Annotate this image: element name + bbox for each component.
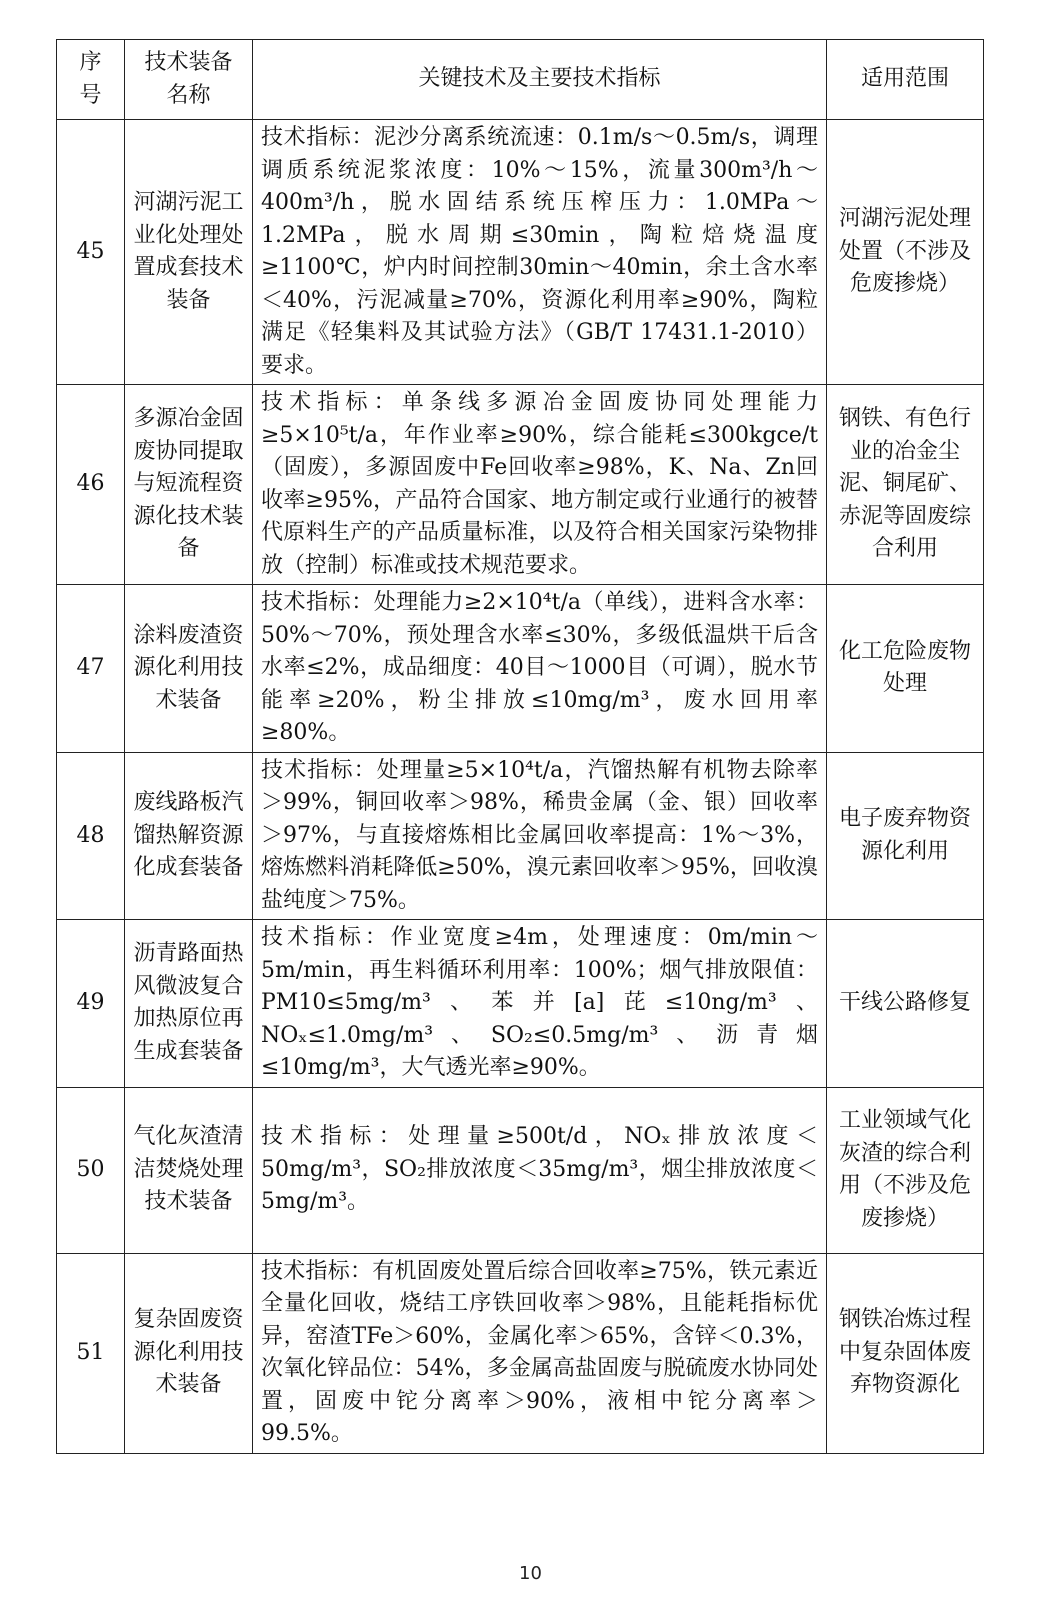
header-key-indicators: 关键技术及主要技术指标 xyxy=(253,40,827,120)
technology-equipment-table xyxy=(56,39,984,1454)
application-scope: 工业领域气化灰渣的综合利用（不涉及危废掺烧） xyxy=(827,1087,984,1253)
table-row xyxy=(57,385,984,585)
row-number: 49 xyxy=(57,920,125,1088)
equipment-name: 复杂固废资源化利用技术装备 xyxy=(125,1253,253,1453)
equipment-name: 涂料废渣资源化利用技术装备 xyxy=(125,585,253,753)
table-row xyxy=(57,120,984,385)
row-number: 45 xyxy=(57,120,125,385)
equipment-name: 气化灰渣清洁焚烧处理技术装备 xyxy=(125,1087,253,1253)
table-row xyxy=(57,585,984,753)
key-indicators: 技术指标：泥沙分离系统流速：0.1m/s～0.5m/s，调理调质系统泥浆浓度：10%～15%，流量300m³/h～400m³/h，脱水固结系统压榨压力：1.0MPa～1.2MPa，脱水周期≤30min，陶粒焙烧温度≥1100℃，炉内时间控制30min～40min，余土含水率＜40%，污泥减量≥70%，资源化利用率≥90%，陶粒满足《轻集料及其试验方法》（GB/T 17431.1-2010）要求。 xyxy=(253,120,827,385)
equipment-name: 多源冶金固废协同提取与短流程资源化技术装备 xyxy=(125,385,253,585)
application-scope: 钢铁冶炼过程中复杂固体废弃物资源化 xyxy=(827,1253,984,1453)
table-row xyxy=(57,1087,984,1253)
row-number: 47 xyxy=(57,585,125,753)
header-name: 技术装备名称 xyxy=(125,40,253,120)
key-indicators: 技术指标：单条线多源冶金固废协同处理能力≥5×10⁵t/a，年作业率≥90%，综合能耗≤300kgce/t（固废），多源固废中Fe回收率≥98%，K、Na、Zn回收率≥95%，产品符合国家、地方制定或行业通行的被替代原料生产的产品质量标准，以及符合相关国家污染物排放（控制）标准或技术规范要求。 xyxy=(253,385,827,585)
row-number: 46 xyxy=(57,385,125,585)
table-row xyxy=(57,752,984,920)
table-row xyxy=(57,920,984,1088)
page-number: 10 xyxy=(519,1563,542,1584)
equipment-name: 废线路板汽馏热解资源化成套装备 xyxy=(125,752,253,920)
equipment-name: 沥青路面热风微波复合加热原位再生成套装备 xyxy=(125,920,253,1088)
key-indicators: 技术指标：有机固废处置后综合回收率≥75%，铁元素近全量化回收，烧结工序铁回收率＞98%，且能耗指标优异，窑渣TFe＞60%，金属化率＞65%，含锌＜0.3%，次氧化锌品位：54%，多金属高盐固废与脱硫废水协同处置，固废中铊分离率＞90%，液相中铊分离率＞99.5%。 xyxy=(253,1253,827,1453)
key-indicators: 技术指标：处理量≥5×10⁴t/a，汽馏热解有机物去除率＞99%，铜回收率＞98%，稀贵金属（金、银）回收率＞97%，与直接熔炼相比金属回收率提高：1%～3%，熔炼燃料消耗降低≥50%，溴元素回收率＞95%，回收溴盐纯度＞75%。 xyxy=(253,752,827,920)
application-scope: 河湖污泥处理处置（不涉及危废掺烧） xyxy=(827,120,984,385)
header-scope: 适用范围 xyxy=(827,40,984,120)
key-indicators: 技术指标：作业宽度≥4m，处理速度：0m/min～5m/min，再生料循环利用率：100%；烟气排放限值：PM10≤5mg/m³、苯并[a]芘≤10ng/m³、NOₓ≤1.0mg/m³、SO₂≤0.5mg/m³、沥青烟≤10mg/m³，大气透光率≥90%。 xyxy=(253,920,827,1088)
table-row xyxy=(57,1253,984,1453)
application-scope: 化工危险废物处理 xyxy=(827,585,984,753)
table-header-row xyxy=(57,40,984,120)
row-number: 48 xyxy=(57,752,125,920)
application-scope: 钢铁、有色行业的冶金尘泥、铜尾矿、赤泥等固废综合利用 xyxy=(827,385,984,585)
row-number: 50 xyxy=(57,1087,125,1253)
application-scope: 干线公路修复 xyxy=(827,920,984,1088)
key-indicators: 技术指标：处理能力≥2×10⁴t/a（单线），进料含水率：50%～70%，预处理含水率≤30%，多级低温烘干后含水率≤2%，成品细度：40目～1000目（可调），脱水节能率≥20%，粉尘排放≤10mg/m³，废水回用率≥80%。 xyxy=(253,585,827,753)
header-no: 序号 xyxy=(57,40,125,120)
row-number: 51 xyxy=(57,1253,125,1453)
application-scope: 电子废弃物资源化利用 xyxy=(827,752,984,920)
equipment-name: 河湖污泥工业化处理处置成套技术装备 xyxy=(125,120,253,385)
key-indicators: 技术指标：处理量≥500t/d，NOₓ排放浓度＜50mg/m³，SO₂排放浓度＜35mg/m³，烟尘排放浓度＜5mg/m³。 xyxy=(253,1087,827,1253)
